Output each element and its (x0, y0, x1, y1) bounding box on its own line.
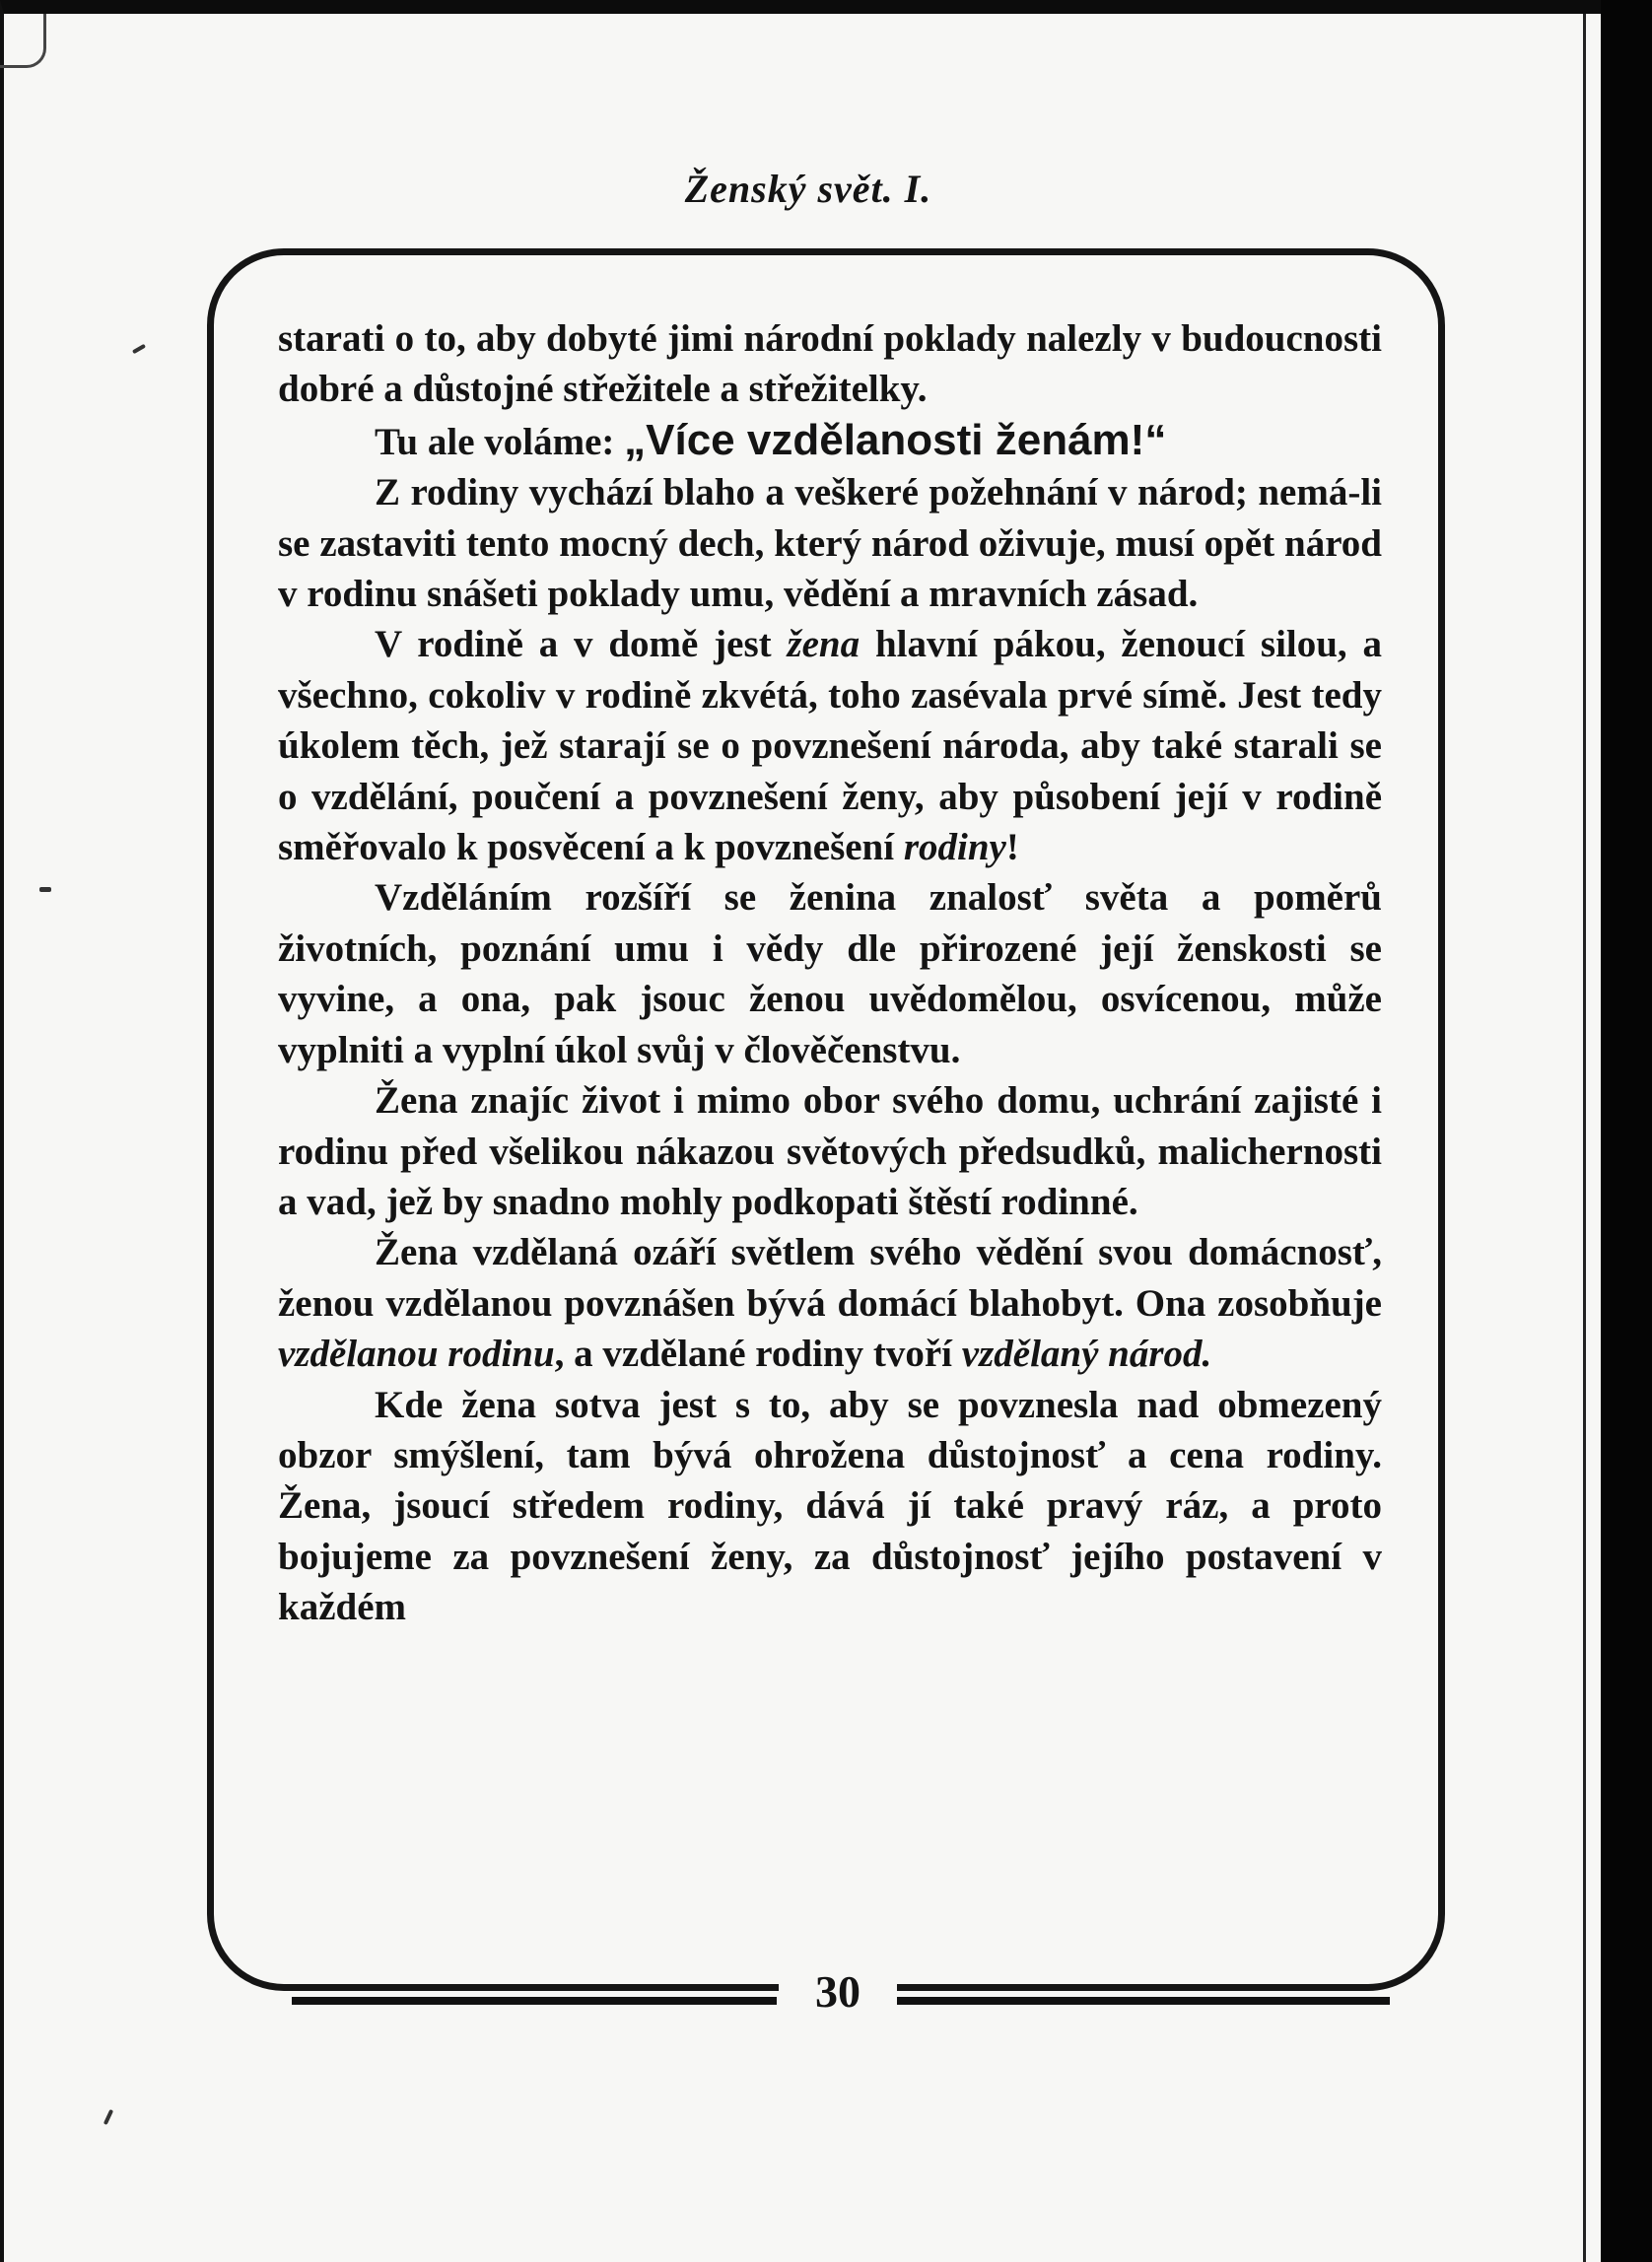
text-segment: hlavní pákou, ženoucí silou, a všechno, cokoliv v rodině zkvétá, toho zasévala prvé símě. Jest tedy úkolem těch, jež starají se o povznešení národa, aby také starali se o vzdělání, poučení a povznešení ženy, aby působení její v rodině směřovalo k posvěcení a k povznešení (278, 623, 1382, 869)
paragraph (278, 1227, 1382, 1379)
scan-speck (39, 887, 51, 892)
text-segment: Kde žena sotva jest s to, aby se povznesla nad obmezený obzor smýšlení, tam bývá ohrožena důstojnosť a cena rodiny. Žena, jsoucí středem rodiny, dává jí také pravý ráz, a proto bojujeme za povznešení ženy, za důstojnosť jejího postavení v každém (278, 1383, 1382, 1629)
text-segment: , a vzdělané rodiny tvoří (554, 1333, 962, 1376)
text-segment: Vzděláním rozšíří se ženina znalosť světa a poměrů životních, poznání umu i vědy dle přirozené její ženskosti se vyvine, a ona, pak jsouc ženou uvědomělou, osvícenou, může vyplniti a vyplní úkol svůj v člověčenstvu. (278, 876, 1382, 1071)
running-title: Ženský svět. I. (684, 167, 932, 211)
page-corner-fold (0, 14, 46, 68)
text-segment: Z rodiny vychází blaho a veškeré požehnání v národ; nemá-li se zastaviti tento mocný dech, který národ oživuje, musí opět národ v rodinu snášeti poklady umu, vědění a mravních zásad. (278, 471, 1382, 616)
paragraph (278, 1075, 1382, 1227)
text-segment: starati o to, aby dobyté jimi národní poklady nalezly v budoucnosti dobré a důstojné střežitele a střežitelky. (278, 317, 1382, 411)
scan-right-edge (1601, 0, 1652, 2262)
page-number: 30 (779, 1965, 897, 2018)
motto-text: „Více vzdělanosti ženám!“ (624, 415, 1167, 464)
emphasis: vzdělanou rodinu (278, 1333, 555, 1376)
emphasis: žena (787, 623, 860, 666)
paragraph (278, 415, 1382, 467)
paragraph (278, 313, 1382, 415)
body-text (278, 313, 1382, 1633)
paragraph (278, 619, 1382, 872)
emphasis: rodiny (903, 826, 1006, 869)
emphasis: vzdělaný národ. (961, 1333, 1212, 1376)
text-segment: Žena vzdělaná ozáří světlem svého vědění svou domácnosť, ženou vzdělanou povznášen bývá domácí blahobyt. Ona zosobňuje (278, 1231, 1382, 1325)
footer-rule-right (897, 1997, 1390, 2005)
text-segment: V rodině a v domě jest (375, 623, 788, 666)
paragraph (278, 467, 1382, 619)
paragraph (278, 1380, 1382, 1633)
text-segment: ! (1005, 826, 1019, 869)
text-segment: Tu ale voláme: (375, 420, 625, 463)
paragraph (278, 872, 1382, 1075)
text-segment: Žena znajíc život i mimo obor svého domu, uchrání zajisté i rodinu před všelikou nákazou světových předsudků, malichernosti a vad, jež by snadno mohly podkopati štěstí rodinné. (278, 1079, 1382, 1223)
footer-rule-left (292, 1997, 777, 2005)
